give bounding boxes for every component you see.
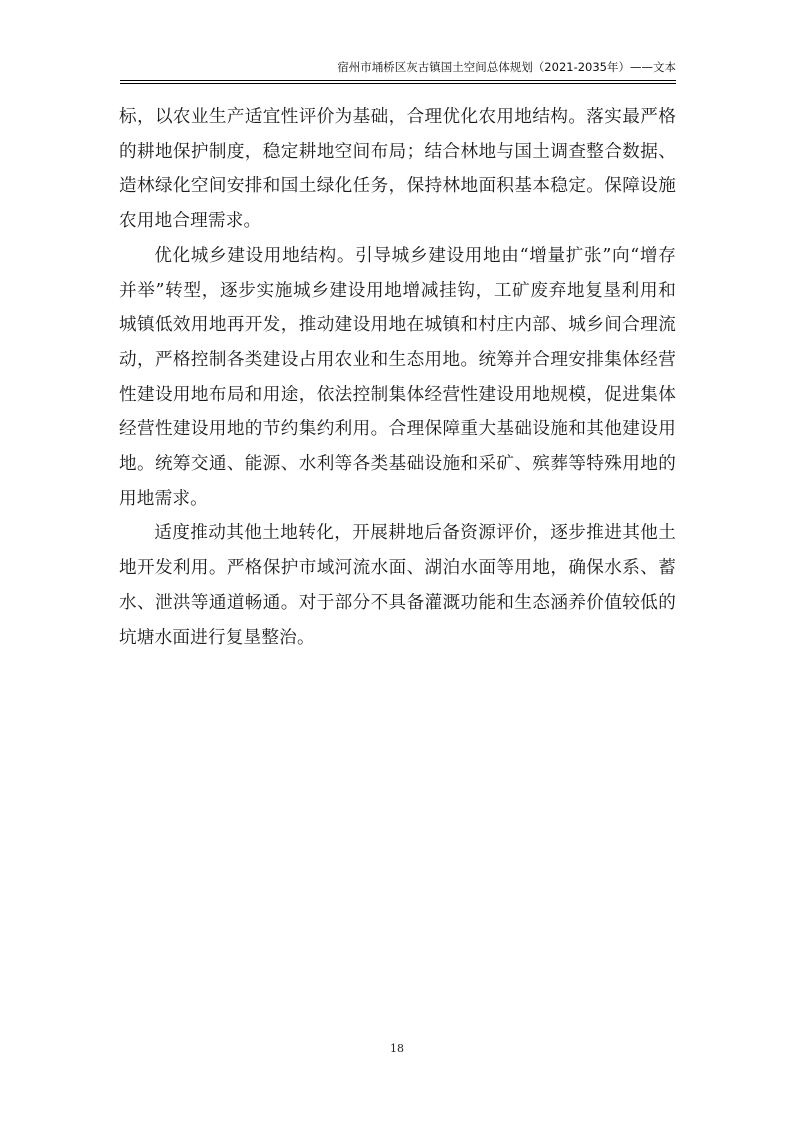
paragraph-continued: 标，以农业生产适宜性评价为基础，合理优化农用地结构。落实最严格的耕地保护制度，稳定耕地空间布局；结合林地与国土调查整合数据、造林绿化空间安排和国土绿化任务，保持林地面积基本稳定。保障设施农用地合理需求。 [119, 107, 676, 232]
paragraph-other-land: 适度推动其他土地转化，开展耕地后备资源评价，逐步推进其他土地开发利用。严格保护市域河流水面、湖泊水面等用地，确保水系、蓄水、泄洪等通道畅通。对于部分不具备灌溉功能和生态涵养价值较低的坑塘水面进行复垦整治。 [119, 523, 676, 648]
page-header [120, 58, 676, 81]
paragraph-urban-rural-land: 优化城乡建设用地结构。引导城乡建设用地由“增量扩张”向“增存并举”转型，逐步实施城乡建设用地增减挂钩，工矿废弃地复垦利用和城镇低效用地再开发，推动建设用地在城镇和村庄内部、城乡间合理流动，严格控制各类建设占用农业和生态用地。统筹并合理安排集体经营性建设用地布局和用途，依法控制集体经营性建设用地规模，促进集体经营性建设用地的节约集约利用。合理保障重大基础设施和其他建设用地。统筹交通、能源、水利等各类基础设施和采矿、殡葬等特殊用地的用地需求。 [119, 245, 676, 509]
document-body [119, 100, 676, 655]
page-number: 18 [390, 1042, 404, 1055]
header-title: 宿州市埇桥区灰古镇国土空间总体规划（2021-2035年）——文本 [337, 60, 676, 74]
